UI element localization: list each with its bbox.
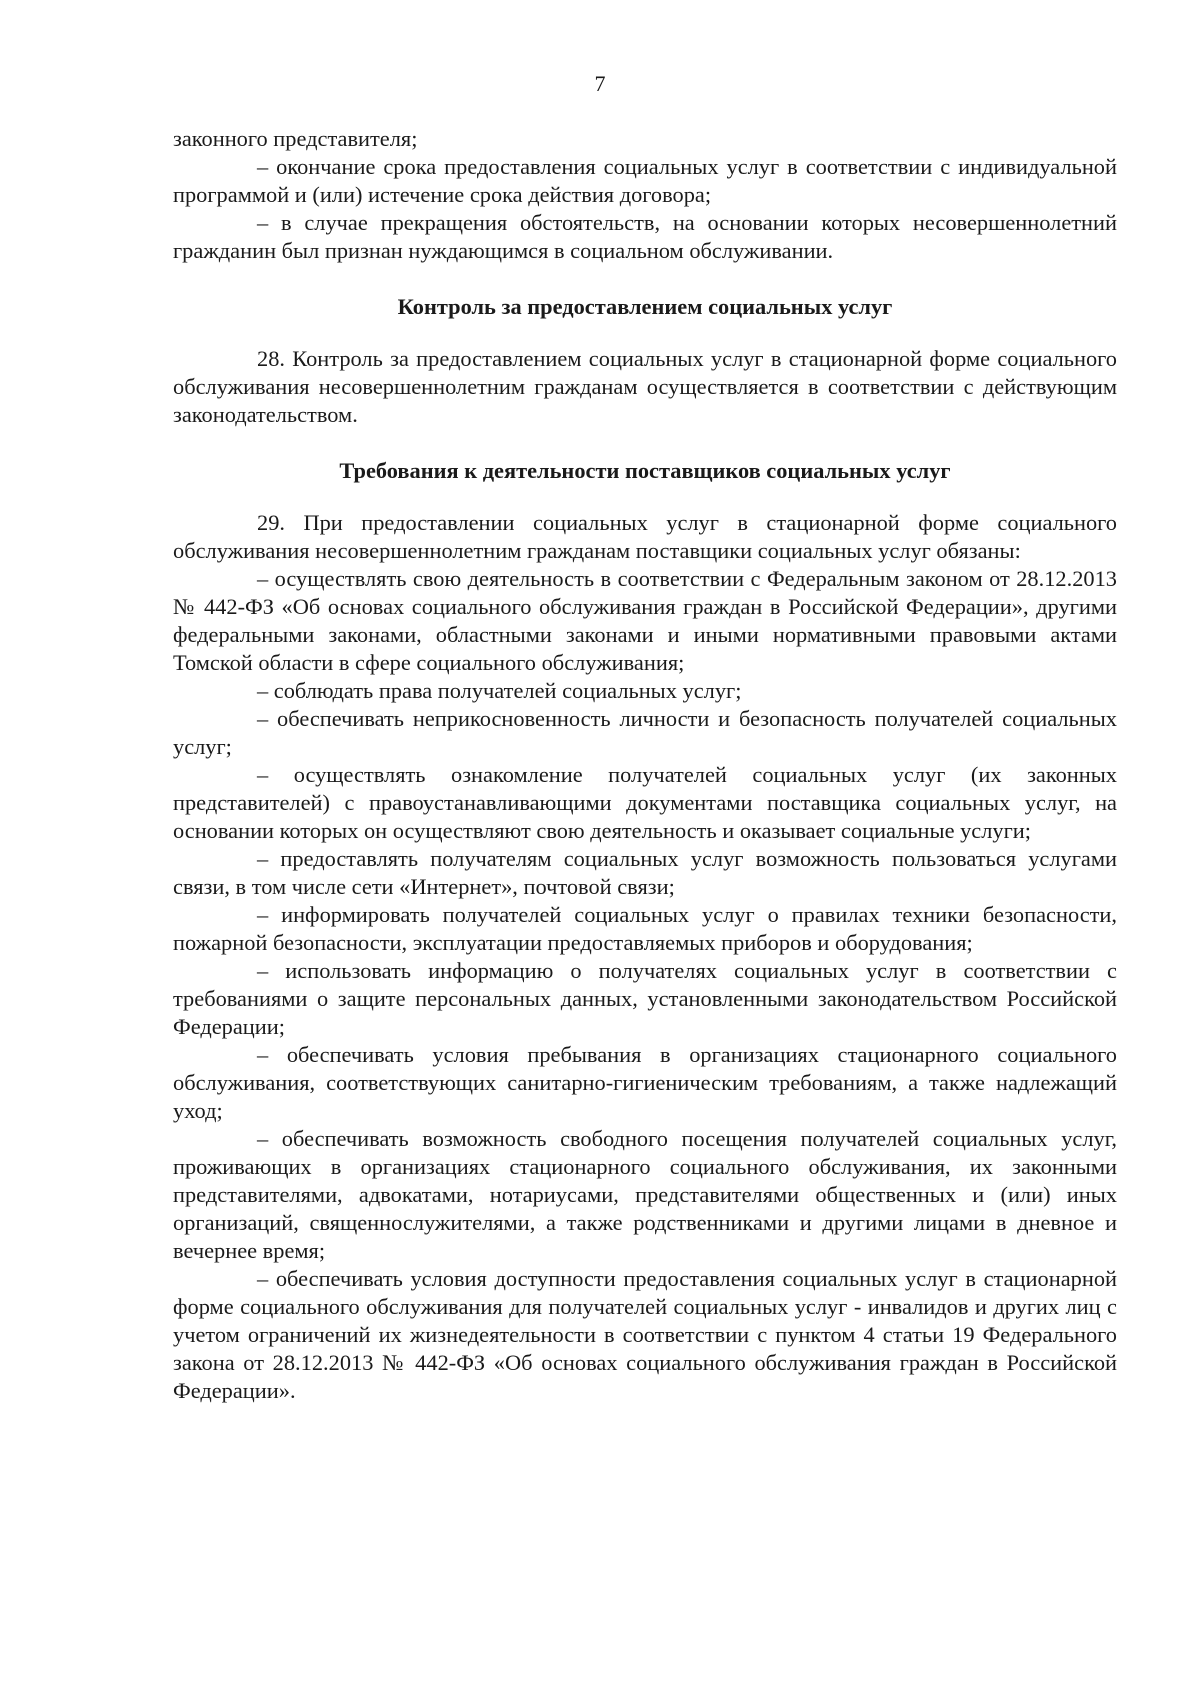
list-item-visits: – обеспечивать возможность свободного посещения получателей социальных услуг, проживающих в организациях стационарного социального обслуживания, их законными представителями, адвокатами, нотариусами, представителями общественных и (или) иных организаций, священнослужителями, а также родственниками и другими лицами в дневное и вечернее время; [173, 1126, 1117, 1263]
clause-28: 28. Контроль за предоставлением социальных услуг в стационарной форме социального обслуживания несовершеннолетним гражданам осуществляется в соответствии с действующим законодательством. [173, 346, 1117, 427]
document-body [173, 125, 1117, 1405]
list-item-term-end: – окончание срока предоставления социальных услуг в соответствии с индивидуальной программой и (или) истечение срока действия договора; [173, 154, 1117, 207]
list-item-informing: – информировать получателей социальных услуг о правилах техники безопасности, пожарной безопасности, эксплуатации предоставляемых приборов и оборудования; [173, 902, 1117, 955]
clause-29: 29. При предоставлении социальных услуг в стационарной форме социального обслуживания несовершеннолетним гражданам поставщики социальных услуг обязаны: [173, 510, 1117, 563]
list-item-activity: – осуществлять свою деятельность в соответствии с Федеральным законом от 28.12.2013 № 442-ФЗ «Об основах социального обслуживания граждан в Российской Федерации», другими федеральными законами, областными законами и иными нормативными правовыми актами Томской области в сфере социального обслуживания; [173, 566, 1117, 675]
spacer [173, 485, 1117, 509]
spacer [173, 429, 1117, 457]
list-item-safety: – обеспечивать неприкосновенность личности и безопасность получателей социальных услуг; [173, 706, 1117, 759]
list-item-conditions: – обеспечивать условия пребывания в организациях стационарного социального обслуживания, соответствующих санитарно-гигиеническим требованиям, а также надлежащий уход; [173, 1042, 1117, 1123]
list-item-rights: – соблюдать права получателей социальных услуг; [257, 678, 742, 703]
list-item-documents: – осуществлять ознакомление получателей социальных услуг (их законных представителей) с правоустанавливающими документами поставщика социальных услуг, на основании которых он осуществляют свою деятельность и оказывает социальные услуги; [173, 762, 1117, 843]
section-heading-requirements: Требования к деятельности поставщиков социальных услуг [339, 458, 951, 483]
list-item-personal-data: – использовать информацию о получателях социальных услуг в соответствии с требованиями о защите персональных данных, установленными законодательством Российской Федерации; [173, 958, 1117, 1039]
section-heading-control: Контроль за предоставлением социальных услуг [397, 294, 893, 319]
page-number: 7 [594, 71, 606, 96]
spacer [173, 321, 1117, 345]
list-item-circumstances-end: – в случае прекращения обстоятельств, на основании которых несовершеннолетний гражданин был признан нуждающимся в социальном обслуживании. [173, 210, 1117, 263]
paragraph-continuation: законного представителя; [173, 126, 418, 151]
list-item-accessibility: – обеспечивать условия доступности предоставления социальных услуг в стационарной форме социального обслуживания для получателей социальных услуг - инвалидов и других лиц с учетом ограничений их жизнедеятельности в соответствии с пунктом 4 статьи 19 Федерального закона от 28.12.2013 № 442-ФЗ «Об основах социального обслуживания граждан в Российской Федерации». [173, 1266, 1117, 1403]
list-item-communication: – предоставлять получателям социальных услуг возможность пользоваться услугами связи, в том числе сети «Интернет», почтовой связи; [173, 846, 1117, 899]
spacer [173, 265, 1117, 293]
